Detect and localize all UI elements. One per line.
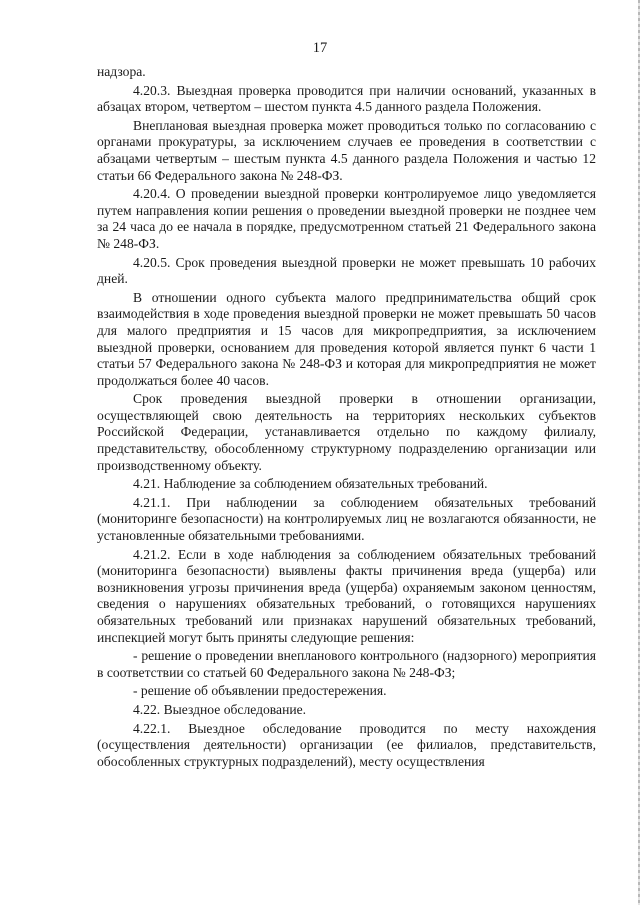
- paragraph: 4.22. Выездное обследование.: [133, 701, 307, 717]
- paragraph: Внеплановая выездная проверка может проводиться только по согласованию с органами прокуратуры, за исключением случаев ее проведения в соответствии с абзацами четвертым – шестым пункта 4.5 данного раздела Положения и частью 12 статьи 66 Федерального закона № 248-ФЗ.: [97, 117, 596, 183]
- paragraph: 4.22.1. Выездное обследование проводится по месту нахождения (осуществления деятельности) организации (ее филиалов, представительств, обособленных структурных подразделений), месту осуществления: [97, 720, 596, 769]
- paragraph: надзора.: [97, 64, 146, 79]
- document-body: [97, 64, 596, 772]
- paragraph: В отношении одного субъекта малого предпринимательства общий срок взаимодействия в ходе проведения выездной проверки не может превышать 50 часов для малого предприятия и 15 часов для микропредприятия, за исключением выездной проверки, основанием для проведения которой является пункт 6 части 1 статьи 57 Федерального закона № 248-ФЗ и которая для микропредприятия не может продолжаться более 40 часов.: [97, 289, 596, 388]
- paragraph: Срок проведения выездной проверки в отношении организации, осуществляющей свою деятельность на территориях нескольких субъектов Российской Федерации, устанавливается отдельно по каждому филиалу, представительству, обособленному структурному подразделению организации или производственному объекту.: [97, 391, 596, 473]
- paragraph: - решение об объявлении предостережения.: [133, 683, 387, 699]
- page-number: 17: [312, 40, 328, 56]
- paragraph: - решение о проведении внепланового контрольного (надзорного) мероприятия в соответствии со статьей 60 Федерального закона № 248-ФЗ;: [97, 648, 596, 680]
- paragraph: 4.21.2. Если в ходе наблюдения за соблюдением обязательных требований (мониторинга безопасности) выявлены факты причинения вреда (ущерба) или возникновения угрозы причинения вреда (ущерба) охраняемым законом ценностям, сведения о нарушениях обязательных требований, о готовящихся нарушениях обязательных требований или признаках нарушений обязательных требований, инспекцией могут быть приняты следующие решения:: [97, 546, 596, 645]
- paragraph: 4.20.5. Срок проведения выездной проверки не может превышать 10 рабочих дней.: [97, 254, 596, 287]
- paragraph: 4.20.4. О проведении выездной проверки контролируемое лицо уведомляется путем направления копии решения о проведении выездной проверки не позднее чем за 24 часа до ее начала в порядке, предусмотренном статьей 21 Федерального закона № 248-ФЗ.: [97, 186, 596, 251]
- paragraph: 4.21.1. При наблюдении за соблюдением обязательных требований (мониторинге безопасности) на контролируемых лиц не возлагаются обязанности, не установленные обязательными требованиями.: [97, 494, 596, 544]
- paragraph: 4.20.3. Выездная проверка проводится при наличии оснований, указанных в абзацах втором, четвертом – шестом пункта 4.5 данного раздела Положения.: [97, 82, 596, 115]
- paragraph: 4.21. Наблюдение за соблюдением обязательных требований.: [133, 476, 488, 492]
